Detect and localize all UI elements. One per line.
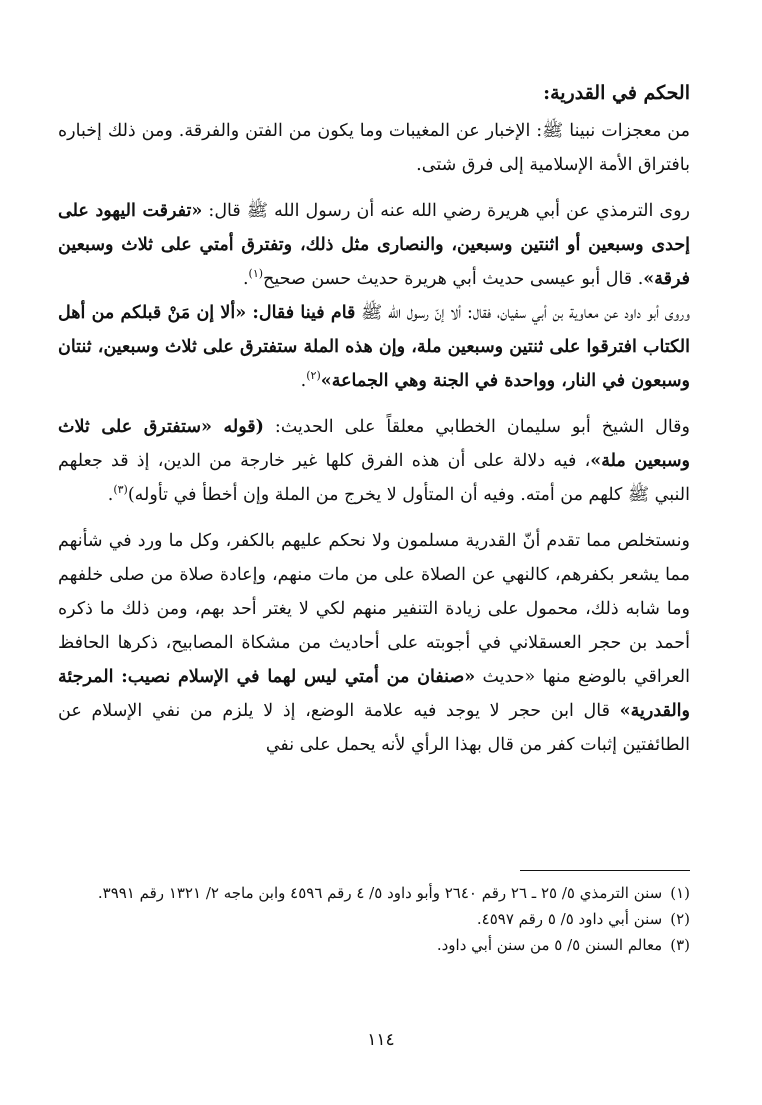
- tirmidhi-end: .: [242, 269, 249, 289]
- footnote-ref-2[interactable]: (٢): [306, 369, 321, 383]
- khattabi-lead: وقال الشيخ أبو سليمان الخطابي معلقاً على الحديث:: [263, 417, 690, 437]
- footnote-divider: [520, 870, 690, 871]
- paragraph-intro: [58, 114, 690, 182]
- footnote-number: (٣): [670, 936, 690, 954]
- footnote-ref-3[interactable]: (٣): [113, 483, 128, 497]
- footnote-text: معالم السنن ٥/ ٥ من سنن أبي داود.: [436, 936, 663, 954]
- conclusion-lead: ونستخلص مما تقدم أنّ القدرية مسلمون ولا نحكم عليهم بالكفر، وكل ما ورد في شأنهم مما يشعر بكفرهم، كالنهي عن الصلاة على من مات منهم، وإعادة صلاة من صلى خلفهم وما شابه ذلك، محمول على زيادة التنفير منهم لكي لا يغتر أحد بهم، ومن ذلك ما ذكره أحمد بن حجر العسقلاني في أجوبته على أحاديث من مشكاة المصابيح، ذكرها الحافظ العراقي بالوضع منها «حديث: [58, 531, 690, 687]
- paragraph-tirmidhi: [58, 194, 690, 296]
- abudawud-end: .: [300, 371, 307, 391]
- footnotes: [58, 880, 690, 958]
- khattabi-commentary: ، فيه دلالة على أن هذه الفرق كلها غير خارجة من الدين، إذ قد جعلهم النبي ﷺ كلهم من أمته. وفيه أن المتأول لا يخرج من الملة وإن أخطأ في تأوله): [58, 451, 690, 505]
- abudawud-hadith-quote: «ألا إن مَنْ قبلكم من أهل الكتاب افترقوا على ثنتين وسبعين ملة، وإن هذه الملة ستفترق على ثلاث وسبعين، ثنتان وسبعون في النار، وواحدة في الجنة وهي الجماعة»: [58, 303, 690, 391]
- page-number: ١١٤: [367, 1030, 395, 1050]
- section-heading: الحكم في القدرية:: [543, 82, 690, 104]
- footnote-text: سنن أبي داود ٥/ ٥ رقم ٤٥٩٧.: [476, 910, 663, 928]
- footnote-text: سنن الترمذي ٥/ ٢٥ ـ ٢٦ رقم ٢٦٤٠ وأبو داود ٥/ ٤ رقم ٤٥٩٦ وابن ماجه ٢/ ١٣٢١ رقم ٣٩٩١.: [97, 884, 663, 902]
- footnote-ref-1[interactable]: (١): [248, 267, 264, 281]
- footnote-number: (١): [670, 884, 690, 902]
- footnote-item: [58, 906, 690, 932]
- abudawud-lead-bold: قام فينا فقال:: [252, 303, 356, 323]
- khattabi-end: .: [107, 485, 114, 505]
- paragraph-khattabi: [58, 410, 690, 512]
- paragraph-abudawud: [58, 296, 690, 398]
- tirmidhi-tail: . قال أبو عيسى حديث أبي هريرة حديث حسن صحيح: [263, 269, 644, 289]
- footnote-number: (٢): [670, 910, 690, 928]
- footnote-item: [58, 880, 690, 906]
- footnote-item: [58, 932, 690, 958]
- tirmidhi-lead: روى الترمذي عن أبي هريرة رضي الله عنه أن رسول الله ﷺ قال:: [202, 201, 690, 221]
- tirmidhi-hadith-quote: «تفرقت اليهود على إحدى وسبعين أو اثنتين وسبعين، والنصارى مثل ذلك، وتفترق أمتي على ثلاث وسبعين فرقة»: [58, 201, 690, 289]
- abudawud-lead: وروى أبو داود عن معاوية بن أبي سفيان، فقال: ألا إنّ رسول الله ﷺ: [355, 303, 690, 323]
- intro-text: من معجزات نبينا ﷺ: الإخبار عن المغيبات وما يكون من الفتن والفرقة. ومن ذلك إخباره بافتراق الأمة الإسلامية إلى فرق شتى.: [58, 121, 690, 175]
- conclusion-tail: قال ابن حجر لا يوجد فيه علامة الوضع، إذ لا يلزم من نفي الإسلام عن الطائفتين إثبات كفر من قال بهذا الرأي لأنه يحمل على نفي: [58, 701, 690, 755]
- conclusion-hadith-quote: «صنفان من أمتي ليس لهما في الإسلام نصيب: المرجئة والقدرية»: [58, 667, 690, 721]
- paragraph-conclusion: [58, 524, 690, 762]
- khattabi-quote: (قوله «ستفترق على ثلاث وسبعين ملة»: [58, 417, 690, 471]
